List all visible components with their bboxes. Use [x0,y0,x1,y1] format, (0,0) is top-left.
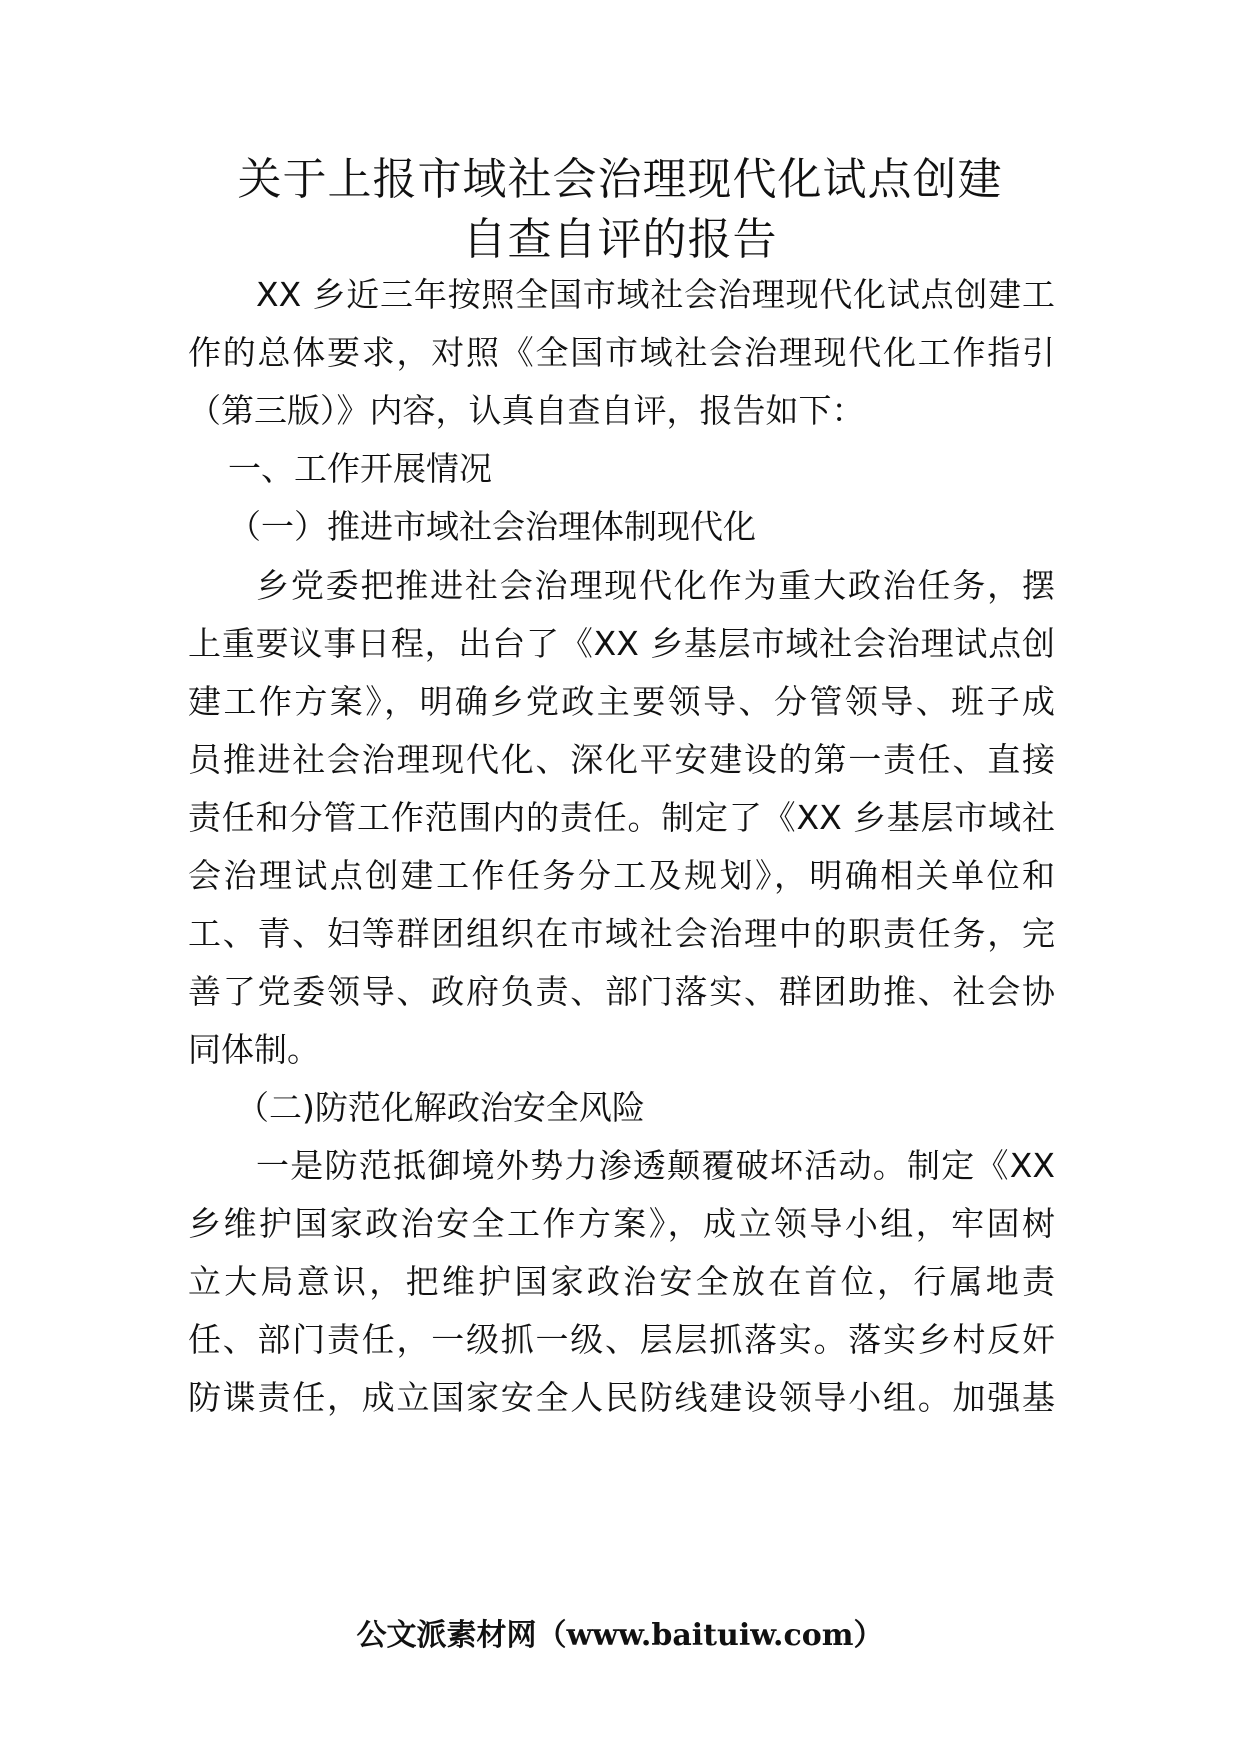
subsection-heading: （一）推进市域社会治理体制现代化 [228,507,756,546]
paragraph-line: 建工作方案》，明确乡党政主要领导、分管领导、班子成 [188,682,1055,721]
paragraph-line: 防谍责任，成立国家安全人民防线建设领导小组。加强基 [188,1378,1055,1417]
paragraph-line: 乡党委把推进社会治理现代化作为重大政治任务，摆 [256,566,1055,605]
paragraph-line: 会治理试点创建工作任务分工及规划》，明确相关单位和 [188,856,1055,895]
paragraph-line: 一是防范抵御境外势力渗透颠覆破坏活动。制定《XX [256,1146,1055,1185]
paragraph-line: 同体制。 [188,1030,320,1069]
subsection-heading: （二)防范化解政治安全风险 [236,1088,645,1127]
intro-line: XX 乡近三年按照全国市域社会治理现代化试点创建工 [256,275,1055,314]
paragraph-line: 乡维护国家政治安全工作方案》，成立领导小组，牢固树 [188,1204,1055,1243]
intro-line: 作的总体要求，对照《全国市域社会治理现代化工作指引 [188,333,1055,372]
paragraph-line: 上重要议事日程，出台了《XX 乡基层市域社会治理试点创 [188,624,1055,663]
paragraph-line: 责任和分管工作范围内的责任。制定了《XX 乡基层市域社 [188,798,1055,837]
paragraph-line: 任、部门责任，一级抓一级、层层抓落实。落实乡村反奸 [188,1320,1055,1359]
footer-watermark: 公文派素材网（www.baituiw.com） [356,1618,884,1653]
document-title-line-2: 自查自评的报告 [462,214,778,265]
intro-line: （第三版）》内容，认真自查自评，报告如下： [188,391,865,430]
paragraph-line: 善了党委领导、政府负责、部门落实、群团助推、社会协 [188,972,1055,1011]
paragraph-line: 立大局意识，把维护国家政治安全放在首位，行属地责 [188,1262,1055,1301]
document-title-line-1: 关于上报市域社会治理现代化试点创建 [237,154,1003,205]
section-heading: 一、工作开展情况 [228,449,492,488]
paragraph-line: 工、青、妇等群团组织在市域社会治理中的职责任务，完 [188,914,1055,953]
paragraph-line: 员推进社会治理现代化、深化平安建设的第一责任、直接 [188,740,1055,779]
